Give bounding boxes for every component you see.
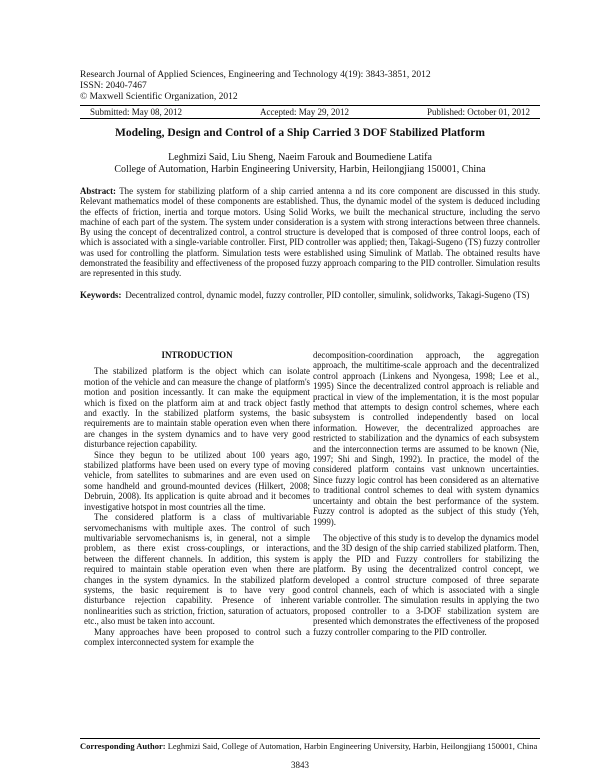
author-names: Leghmizi Said, Liu Sheng, Naeim Farouk and Boumediene Latifa	[168, 152, 432, 163]
paragraph: Many approaches have been proposed to control such a complex interconnected system for example the	[84, 626, 310, 647]
journal-citation: Research Journal of Applied Sciences, Engineering and Technology 4(19): 3843-3851, 2012	[80, 70, 431, 80]
keywords-label: Keywords:	[80, 290, 122, 300]
keywords-text: Decentralized control, dynamic model, fuzzy controller, PID contoller, simulink, solidworks, Takagi-Sugeno (TS)	[125, 290, 530, 300]
abstract-text: The system for stabilizing platform of a ship carried antenna a nd its core component are discussed in this study. Relevant mathematics model of these components are established. Thus, the dynamic model of the system is deduced including the effects of friction, inertia and torque motors. Using Solid Works, we built the mechanical structure, including the servo machine of each part of the system. The system under consideration is a system with strong interactions between three channels. By using the concept of decentralized control, a control structure is developed that is composed of three control loops, each of which is associated with a single-variable controller. First, PID controller was applied; then, Takagi-Sugeno (TS) fuzzy controller was used for controlling the platform. Simulation tests were established using Simulink of Matlab. The obtained results have demonstrated the feasibility and effectiveness of the proposed fuzzy approach comparing to the PID controller. Simulation results are represented in this study.	[80, 186, 540, 279]
corresponding-text: Leghmizi Said, College of Automation, Harbin Engineering University, Harbin, Heilongjiang 150001, China	[167, 741, 538, 751]
section-heading-introduction: INTRODUCTION	[161, 350, 233, 360]
publication-dates	[80, 105, 540, 119]
left-column	[84, 350, 310, 647]
paragraph: Since they begun to be utilized about 100 years ago, stabilized platforms have been used on every type of moving vehicle, from satellites to submarines and are even used on some handheld and ground-mounted devices (Hilkert, 2008; Debruin, 2008). Its application is quite abroad and it becomes investigative hotspot in most countries all the time.	[84, 449, 310, 512]
paragraph: The stabilized platform is the object which can isolate motion of the vehicle and can measure the change of platform's motion and position incessantly. It can make the equipment which is fixed on the platform aim at and track object fastly and exactly. In the stabilized platform systems, the basic requirements are to maintain stable operation even when there are changes in the system dynamics and to have very good disturbance rejection capability.	[84, 366, 310, 450]
paper-title: Modeling, Design and Control of a Ship Carried 3 DOF Stabilized Platform	[115, 127, 485, 139]
page-number: 3843	[291, 760, 309, 770]
journal-header	[80, 70, 431, 103]
right-column	[313, 350, 539, 637]
author-block	[60, 152, 540, 175]
submitted-date: Submitted: May 08, 2012	[90, 107, 182, 117]
paragraph: The objective of this study is to develop the dynamics model and the 3D design of the ship carried stabilized platform. Then, apply the PID and Fuzzy controllers for stabilizing the platform. By using the decentralized control concept, we developed a control structure composed of three separate control channels, each of which is associated with a single variable controller. The simulation results in applying the two proposed controller to a 3-DOF stabilization system are presented which demonstrates the effectiveness of the proposed fuzzy controller comparing to the PID controller.	[313, 532, 539, 637]
corresponding-author	[80, 738, 540, 751]
author-affiliation: College of Automation, Harbin Engineering University, Harbin, Heilongjiang 150001, China	[114, 163, 486, 175]
corresponding-label: Corresponding Author:	[80, 741, 166, 751]
paragraph: decomposition-coordination approach, the aggregation approach, the multitime-scale approach and the decentralized control approach (Linkens and Nyongesa, 1998; Lee et al., 1995) Since the decentralized control approach is reliable and practical in view of the implementation, it is the most popular method that attempts to design control schemes, where each subsystem is controlled independently based on local information. However, the decentralized approaches are restricted to stabilization and the dynamics of each subsystem and the interconnection terms are assumed to be known (Nie, 1997; Shi and Singh, 1992). In practice, the model of the considered platform contains vast unknown uncertainties. Since fuzzy logic control has been considered as an alternative to traditional control schemes to deal with system dynamics uncertainty and obtain the best performance of the system. Fuzzy control is adopted as the subject of this study (Yeh, 1999).	[313, 350, 539, 527]
journal-issn: ISSN: 2040-7467	[80, 81, 147, 91]
journal-copyright: © Maxwell Scientific Organization, 2012	[80, 92, 238, 102]
abstract-label: Abstract:	[80, 186, 116, 196]
accepted-date: Accepted: May 29, 2012	[260, 107, 349, 117]
paragraph: The considered platform is a class of multivariable servomechanisms with multiple axes. The control of such multivariable servomechanisms is, in general, not a simple problem, as there exist cross-couplings, or interactions, between the different channels. In addition, this system is required to maintain stable operation even when there are changes in the system dynamics. In the stabilized platform systems, the basic requirement is to have very good disturbance rejection capability. Presence of inherent nonlinearities such as striction, friction, saturation of actuators, etc., also must be taken into account.	[84, 512, 310, 627]
abstract	[80, 186, 540, 279]
keywords	[80, 290, 540, 300]
published-date: Published: October 01, 2012	[426, 107, 530, 117]
